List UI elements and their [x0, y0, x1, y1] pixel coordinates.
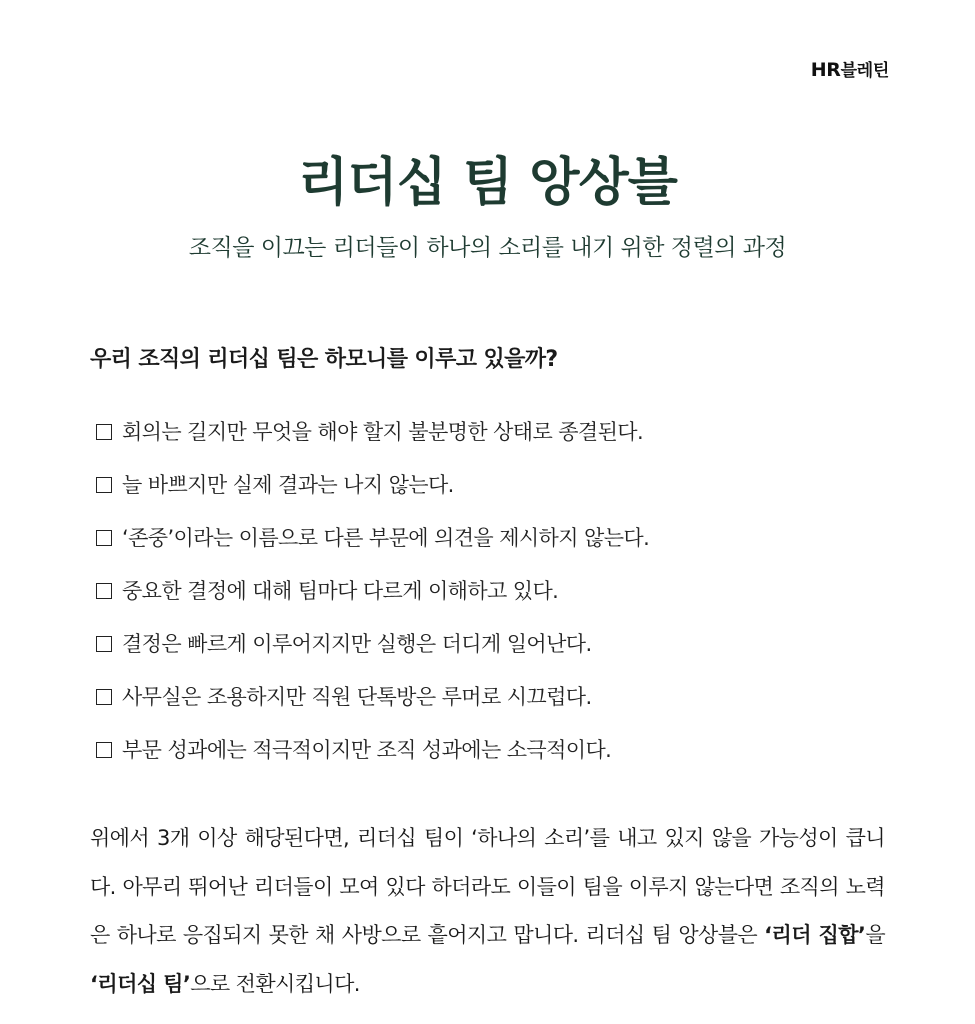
conclusion-bold-leadership-team: ‘리더십 팀’ — [90, 971, 191, 996]
page-title: 리더십 팀 앙상블 — [298, 153, 677, 213]
checkbox-icon — [96, 689, 112, 705]
conclusion-paragraph — [90, 814, 885, 1008]
checklist — [96, 404, 649, 775]
checklist-item — [96, 563, 649, 616]
checklist-item — [96, 404, 649, 457]
checklist-item-text: 사무실은 조용하지만 직원 단톡방은 루머로 시끄럽다. — [122, 684, 592, 709]
checklist-item — [96, 457, 649, 510]
conclusion-text-middle: 을 — [865, 923, 885, 947]
checklist-item-text: 중요한 결정에 대해 팀마다 다르게 이해하고 있다. — [122, 578, 559, 603]
checkbox-icon — [96, 477, 112, 493]
brand-logo — [811, 56, 889, 81]
checklist-item-text: 회의는 길지만 무엇을 해야 할지 불분명한 상태로 종결된다. — [122, 419, 644, 444]
checklist-item-text: ‘존중’이라는 이름으로 다른 부문에 의견을 제시하지 않는다. — [122, 525, 650, 550]
page-subtitle: 조직을 이끄는 리더들이 하나의 소리를 내기 위한 정렬의 과정 — [188, 235, 787, 261]
checklist-item — [96, 510, 649, 563]
checkbox-icon — [96, 424, 112, 440]
checkbox-icon — [96, 636, 112, 652]
conclusion-text-after: 으로 전환시킵니다. — [190, 971, 360, 996]
checklist-question: 우리 조직의 리더십 팀은 하모니를 이루고 있을까? — [90, 347, 558, 372]
checklist-item — [96, 616, 649, 669]
checklist-item-text: 늘 바쁘지만 실제 결과는 나지 않는다. — [122, 472, 454, 497]
brand-hr: HR — [810, 59, 841, 81]
checklist-item-text: 결정은 빠르게 이루어지지만 실행은 더디게 일어난다. — [122, 631, 592, 656]
brand-name: 블레틴 — [840, 61, 889, 81]
checklist-item — [96, 722, 649, 775]
checklist-item — [96, 669, 649, 722]
checkbox-icon — [96, 530, 112, 546]
conclusion-bold-leader-group: ‘리더 집합’ — [764, 923, 866, 947]
checklist-item-text: 부문 성과에는 적극적이지만 조직 성과에는 소극적이다. — [122, 737, 612, 762]
checkbox-icon — [96, 742, 112, 758]
conclusion-text-before: 위에서 3개 이상 해당된다면, 리더십 팀이 ‘하나의 소리’를 내고 있지 않을 가능성이 큽니다. 아무리 뛰어난 리더들이 모여 있다 하더라도 이들이 팀을 이루지 않는다면 조직의 노력은 하나로 응집되지 못한 채 사방으로 흩어지고 맙니다. 리더십 팀 앙상블은 — [90, 826, 885, 947]
checkbox-icon — [96, 583, 112, 599]
